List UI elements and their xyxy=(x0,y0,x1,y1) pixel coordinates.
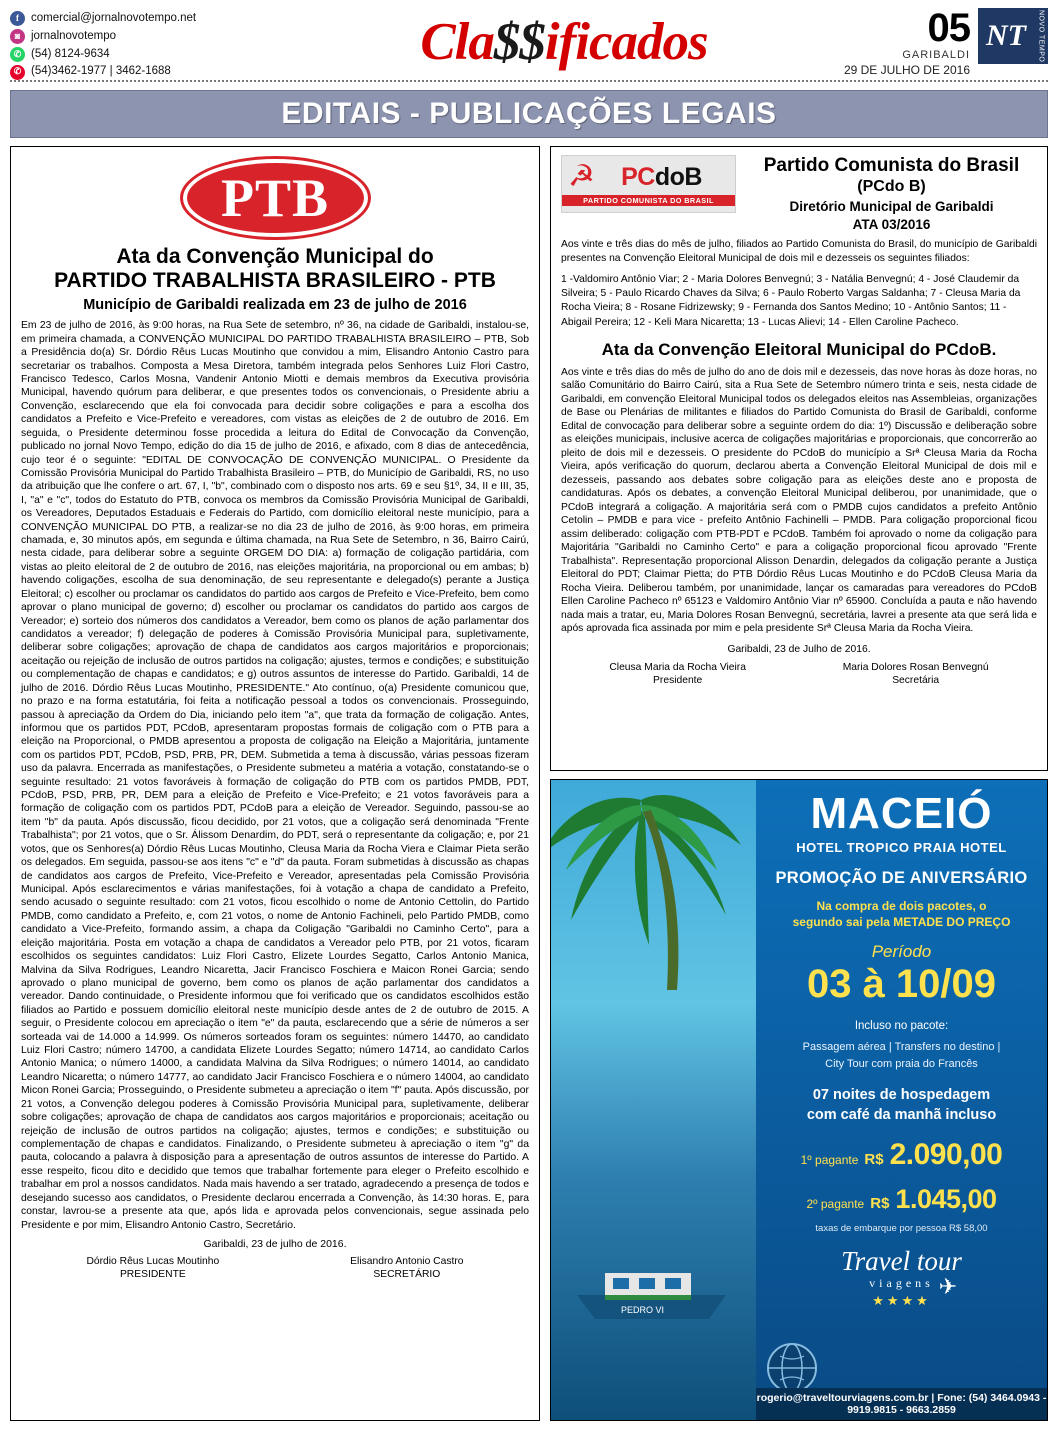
whatsapp-icon: ✆ xyxy=(10,47,25,62)
contact-row-whatsapp xyxy=(10,46,310,64)
pcdob-ata-number: ATA 03/2016 xyxy=(852,217,931,233)
contact-whatsapp: (54) 8124-9634 xyxy=(31,47,110,60)
novo-tempo-logo: NT xyxy=(978,8,1034,64)
page-info xyxy=(818,4,1048,78)
ptb-signature-area xyxy=(21,1238,529,1282)
ad-price-second xyxy=(806,1184,996,1215)
ptb-signer-secretary-role: SECRETÁRIO xyxy=(373,1268,441,1280)
ptb-title-line2: PARTIDO TRABALHISTA BRASILEIRO - PTB xyxy=(54,269,496,293)
ptb-subtitle: Município de Garibaldi realizada em 23 de julho de 2016 xyxy=(83,297,467,314)
section-banner-title: EDITAIS - PUBLICAÇÕES LEGAIS xyxy=(281,97,777,130)
novo-tempo-logo-side: NOVO TEMPO xyxy=(1034,8,1048,64)
facebook-icon: f xyxy=(10,11,25,26)
content-area xyxy=(10,146,1048,1421)
ad-stars-icon: ★★★★ xyxy=(872,1292,931,1308)
contact-block xyxy=(10,4,310,78)
ad-included-label: Incluso no pacote: xyxy=(854,1020,949,1033)
ad-promo-title: PROMOÇÃO DE ANIVERSÁRIO xyxy=(775,869,1028,887)
ad-promo-line2: segundo sai pela METADE DO PREÇO xyxy=(792,915,1011,930)
contact-email: comercial@jornalnovotempo.net xyxy=(31,12,197,24)
ad-beach-photo xyxy=(551,780,756,1420)
ad-nights-line2: com café da manhã incluso xyxy=(806,1106,997,1123)
travel-advertisement[interactable] xyxy=(550,779,1048,1421)
ptb-signer-president-role: PRESIDENTE xyxy=(119,1268,186,1280)
ptb-notice xyxy=(10,146,540,1421)
ad-taxes-note: taxas de embarque por pessoa R$ 58,00 xyxy=(815,1222,988,1234)
pcdob-signer-president-role: Presidente xyxy=(653,674,703,686)
ad-price1-value: 2.090,00 xyxy=(889,1137,1003,1171)
instagram-icon: ◙ xyxy=(10,29,25,44)
title-part-ss: $$ xyxy=(493,13,545,71)
ad-price1-label: 1º pagante xyxy=(800,1152,859,1167)
page-city: GARIBALDI xyxy=(902,49,970,61)
contact-phone: (54)3462-1977 | 3462-1688 xyxy=(31,65,171,78)
pcdob-sign-date: Garibaldi, 23 de Julho de 2016. xyxy=(727,643,871,655)
title-part-a: Cla xyxy=(420,13,494,71)
ptb-logo xyxy=(183,159,368,237)
ad-offer-panel xyxy=(756,780,1047,1420)
contact-row-email xyxy=(10,10,310,28)
ptb-signer-secretary-name: Elisandro Antonio Castro xyxy=(350,1255,464,1267)
svg-text:PEDRO VI: PEDRO VI xyxy=(621,1305,665,1315)
ptb-signer-president xyxy=(86,1256,219,1282)
title-part-b: ificados xyxy=(544,13,708,71)
ptb-logo-text: PTB xyxy=(220,168,330,228)
ptb-sign-date: Garibaldi, 23 de julho de 2016. xyxy=(203,1237,347,1250)
phone-icon: ✆ xyxy=(10,65,25,80)
ad-nights-line1: 07 noites de hospedagem xyxy=(812,1087,991,1104)
ad-contact-footer[interactable]: rogerio@traveltourviagens.com.br | Fone: (54) 3464.0943 - 9919.9815 - 9663.2859 xyxy=(756,1388,1047,1420)
page-title xyxy=(310,4,818,78)
ad-price2-currency: R$ xyxy=(870,1194,890,1212)
pcdob-logo xyxy=(561,155,736,213)
globe-icon xyxy=(766,1342,818,1394)
right-column xyxy=(550,146,1048,1421)
pcdob-signer-secretary-role: Secretária xyxy=(892,674,940,686)
pcdob-logo-bar: PARTIDO COMUNISTA DO BRASIL xyxy=(562,195,735,206)
ptb-signer-president-name: Dórdio Rêus Lucas Moutinho xyxy=(86,1255,220,1267)
pcdob-title-3: Diretório Municipal de Garibaldi xyxy=(789,199,994,215)
pcdob-title-2: (PCdo B) xyxy=(857,178,926,196)
ad-brand-sub: viagens xyxy=(869,1275,934,1290)
pcdob-signer-secretary xyxy=(843,661,989,688)
pcdob-notice xyxy=(550,146,1048,771)
pcdob-signer-president-name: Cleusa Maria da Rocha Vieira xyxy=(609,661,746,673)
ad-promo-line1: Na compra de dois pacotes, o xyxy=(816,899,987,913)
hammer-sickle-icon: ☭ xyxy=(568,160,595,193)
ad-period-dates: 03 à 10/09 xyxy=(806,962,997,1007)
pcdob-signer-secretary-name: Maria Dolores Rosan Benvegnú xyxy=(842,661,989,673)
pcdob-member-list: 1 -Valdomiro Antônio Viar; 2 - Maria Dolores Benvegnú; 3 - Natália Benvegnú; 4 - José Claudemir da Silveira; 5 - Paulo Ricardo Chaves da Silva; 6 - Paulo Roberto Vargas Saldanha; 7 - Cleusa Maria da Rocha Vieira; 8 - Rosane Fidrizewsky; 9 - Fernanda dos Santos Medino; 10 - Antônio Santos; 11 - Abigail Pereira; 12 - Keli Mara Nicaretta; 13 - Lucas Alievi; 14 - Ellen Caroline Pacheco. xyxy=(561,274,1021,328)
pcdob-intro: Aos vinte e três dias do mês de julho, filiados ao Partido Comunista do Brasil, do município de Garibaldi presentes na Convenção Eleitoral Municipal de dois mil e dezesseis os seguintes filiados: xyxy=(561,239,1037,264)
section-banner xyxy=(10,90,1048,138)
masthead xyxy=(0,0,1058,78)
ad-destination: MACEIÓ xyxy=(810,789,993,838)
palm-tree-icon xyxy=(551,780,756,1020)
ad-brand-name: Travel tour xyxy=(841,1245,962,1276)
ad-price2-value: 1.045,00 xyxy=(895,1183,997,1214)
ad-included-line2: City Tour com praia do Francês xyxy=(825,1057,978,1070)
ad-included-line1: Passagem aérea | Transfers no destino | xyxy=(802,1041,1001,1054)
ad-price2-label: 2º pagante xyxy=(806,1196,865,1211)
ad-period-label: Período xyxy=(871,942,932,962)
page-date: 29 DE JULHO DE 2016 xyxy=(843,63,970,77)
ptb-title xyxy=(21,245,529,293)
ad-hotel-name: HOTEL TROPICO PRAIA HOTEL xyxy=(796,840,1007,855)
ptb-body-text: Em 23 de julho de 2016, às 9:00 horas, na Rua Sete de setembro, nº 36, na cidade de Garibaldi, instalou-se, em primeira chamada, a CONVENÇÃO MUNICIPAL DO PARTIDO TRABALHISTA BRASILEIRO – PTB, Sob a Presidência do(a) Sr. Dórdio Rêus Lucas Moutinho que convidou a mim, Elisandro Antonio Castro para secretariar os trabalhos. Composta a Mesa Diretora, também integrada pelos Senhores Luiz Flori Castro, Francisco Tedesco, Carlos Mosna, Vandenir Antonio Miotti e demais membros da Executiva provisória Municipal, havendo quórum para deliberar, e que presentes todos os convencionais, o Presidente abriu a Convenção, esclarecendo que ela foi convocada para decidir sobre coligações e para a escolha dos candidatos a Prefeito e Vice-Prefeito e vereadores, com vistas as eleições de 2 de outubro de 2016. Em seguida, o Presidente determinou fosse procedida a leitura do Edital de Convocação da Convenção, publicado no jornal Novo Tempo, edição do dia 15 de julho de 2016, e afixado, com 8 dias de antecedência, cujo teor é o seguinte: "EDITAL DE CONVOCAÇÃO DE CONVENÇÃO MUNICIPAL. O Presidente da Comissão Provisória Municipal do Partido Trabalhista Brasileiro – PTB, do Município de Garibaldi, RS, no uso da atribuição que lhe confere o art. 67, I, "b", combinado com o disposto nos arts. 69 e seu §1º, 34, II e III, 35, I, "a" e "c", todos do Estatuto do PTB, convoca os membros da Comissão Provisória Municipal de Garibaldi, os Vereadores, Deputados Estaduais e Federais do Partido, com domicílio eleitoral neste município, para a CONVENÇÃO MUNICIPAL DO PTB, a realizar-se no dia 23 de julho de 2016, às 9:00 horas, em primeira chamada, e, 30 minutos após, em segunda e última chamada, na Rua Sete de Setembro, n 36, Bairro Cairú, nesta cidade, para deliberar sobre a seguinte ORGEM DO DIA: a) formação de coligação partidária, com vistas ao pleito eleitoral de 2 de outubro de 2016, nas eleições majoritária, na proporcional ou em ambas; b) havendo coligações, escolha de sua denominação, de seu representante e delegado(s) perante a Justiça Eleitoral; c) escolher ou proclamar os candidatos do partido aos cargos de Prefeito e Vice-Prefeito, bem como aprovar o plano municipal de governo; d) escolher ou proclamar os candidatos do partido aos cargos de Vereador; e) sorteio dos números dos candidatos a Vereador, bem como os planos de ação parlamentar dos candidatos a vereador; f) delegação de poderes à Comissão Provisória Municipal para, supletivamente, deliberar sobre coligações; aprovação de chapa de candidatos aos cargos majoritários e proporcionais; aceitação ou rejeição de inclusão de outros partidos na coligação; ajustes, termos e condições; e substituição ou complementação de chapas e candidatos; e g) outros assuntos de interesse do Partido. Garibaldi, 14 de julho de 2016. Dórdio Rêus Lucas Moutinho, PRESIDENTE." Ato contínuo, o(a) Presidente comunicou que, no prazo e na forma estatutária, foi feita a notificação pessoal a todos os convencionais. Prosseguindo, passou à apreciação da Ordem do Dia, iniciando pelo item "a", que trata da formação de coligação. Antes, informou que os partidos PDT, PCdoB, apresentaram propostas formais de coligação com o PTB para a eleição na Proporcional, o PMDB apresentou a proposta de coligação na Eleição a Majoritária, juntamente com os partidos PDT, PCdoB, PSD, PRB, PR, DEM. Submetida a tema à discussão, várias pessoas fizeram uso da palavra. Encerrada as manifestações, o Presidente submeteu a matéria a votação, constatando-se o seguinte resultado: 21 votos favoráveis à formação de coligação do PTB com os partidos PMDB, PDT, PCdoB, PSD, PRB, PR, DEM para a eleição de Prefeito e Vice-Prefeito; e 21 votos favoráveis para a formação de coligação com os partidos PDT, PCdoB para a eleição de Vereador. Seguindo, passou-se ao item "b" da pauta. Após discussão, ficou decidido, por 21 votos, que a coligação será denominada "Frente Trabalhista"; por 21 votos, que o Sr. Álissom Denardim, do PDT, será o representante da coligação; e, por 21 votos, que os Senhores(a) Dórdio Rêus Lucas Moutinho, Cleusa Maria da Rocha Viera e Claimar Pieta serão os delegados. Em seguida, passou-se aos itens "c" e "d" da pauta. Foram submetidas à discussão as chapas de candidatos aos cargos de Prefeito, Vice-Prefeito e Vereador, apresentadas pela Comissão Provisória Municipal. Após esclarecimentos e várias manifestações, foi à votação a chapa de candidato a Prefeito, sendo acusado o seguinte resultado: com 21 votos, ficou escolhido o nome de Antonio Cettolin, do Partido PMDB, como candidato a Prefeito, e, com 21 votos, o nome de Antonio Fachineli, pelo Partido PMDB, como candidato a Vice-Prefeito, formando assim, a chapa da Coligação "Garibaldi no Caminho Certo", para a eleição majoritária. Posta em votação a chapa de candidatos a Vereador pelo PTB, por 21 votos, ficaram escolhidos os seguintes candidatos: Luiz Flori Castro, Elizete Lourdes Segatto, Carlos Antonio Manica, Malvina da Silva Rodrigues, Leandro Nicaretta, Jacir Francisco Foschiera e Maicon Ronei Garcia; sendo aprovado o plano municipal de governo, bem como os planos de ação parlamentar dos candidatos a vereador. Dando continuidade, o Presidente informou que foi verificado que os candidatos escolhidos estão filiados ao Partido e possuem domicílio eleitoral neste município desde antes de 2 de outubro de 2015. A seguir, o Presidente colocou em apreciação o item "e" da pauta, esclarecendo que a série de números a ser sorteada vai de 14.000 a 14.999. Os números sorteados foram os seguintes: número 14470, ao candidato Luiz Flori Castro; número 14700, a candidata Elizete Lourdes Segatto; número 14714, ao candidato Carlos Antonio Manica; o número 14000, a candidata Malvina da Silva Rodrigues; o número 14014, ao candidato Leandro Nicaretta; o número 14777, ao candidato Jacir Francisco Foschiera e o número 14004, ao candidato Micon Ronei Garcia; Prosseguindo, o Presidente submeteu a apreciação o item "f" pauta. Após discussão, por 21 votos, a Convenção delegou poderes à Comissão Provisória Municipal para, supletivamente, deliberar sobre coligações; aprovação de chapa de candidatos aos cargos majoritários e proporcionais; aceitação ou rejeição de inclusão de outros partidos na coligação; ajustes, termos e condições; e substituição ou complementação de chapas e candidatos. Finalizando, o Presidente submeteu à apreciação o item "g" da pauta, colocando a palavra à disposição para a apresentação de outros assuntos de interesse do Partido. A esse respeito, ficou dito e decidido que temos que trabalhar fortemente para eleger o Prefeito escolhido e trabalhar em prol a nossos candidatos. Nada mais havendo a ser tratado, agradecendo a presença de todos e desejando sucesso aos candidatos, o Presidente declarou encerrada a Convenção, às 14:30 horas. E, para constar, lavrou-se a presente ata que, após lida e aprovada pelos convencionais, segue assinada pelo Presidente e por mim, Elisandro Antonio Castro, Secretário. xyxy=(21,320,529,1231)
ptb-title-line1: Ata da Convenção Municipal do xyxy=(116,245,434,268)
pcdob-title-1: Partido Comunista do Brasil xyxy=(763,155,1020,176)
pcdob-signer-president xyxy=(609,661,746,688)
page-number: 05 xyxy=(927,6,970,50)
boat-icon xyxy=(569,1255,734,1325)
pcdob-body-text: Aos vinte e três dias do mês de julho do ano de dois mil e dezesseis, das nove horas às doze horas, no salão Comunitário do Bairro Cairú, sita a Rua Sete de Setembro número trinta e seis, nesta cidade de Garibaldi, em convenção Eleitoral Municipal todos os delegados eleitos nas Assembleias, organizações de Base ou Plenárias de militantes e filiados do Partido Comunista do Brasil de Garibaldi, conforme Edital de convocação para deliberar sobre a seguinte ordem do dia: 1º) Discussão e deliberação sobre as eleições municipais, inclusive acerca de coligações majoritárias e proporcionais, que concorrerão ao pleito de dois mil e dezesseis. O presidente do PCdoB do município a Srª Cleusa Maria da Rocha Vieira, após verificação do quorum, declarou aberta a Convenção Eleitoral Municipal de dois mil e dezesseis, passando aos debates sobre coligação para as eleições deste ano e proposta de candidaturas. Após os debates, a convenção Eleitoral Municipal deliberou, por unanimidade, que o PCdoB integrará a coligação. A majoritária será com o PMDB cujos candidatos a prefeito Antônio Cetolin – PMDB e para vice - prefeito Antônio Fachinelli – PMDB. Para coligação proporcional ficou assim deliberado: coligação com PTB-PDT e PCdoB. Também foi aprovado o nome da coligação para Majoritária "Garibaldi no Caminho Certo" e para a coligação proporcional ficou aprovado "Frente Trabalhista". Representação proporcional Alisson Denardin, delegados da coligação perante a Justiça Eleitoral do PDT; Claimar Pietta; do PTB Dórdio Rêus Lucas Moutinho e do PCdoB Cleusa Maria da Rocha Vieira. Deliberou também, por unanimidade, lançar os camaradas para vereadores do PCdoB Ellen Caroline Pacheco nº 65123 e Valdomiro Antônio Viar nº 65900. Concluída a pauta e não havendo nada mais a tratar, eu, Maria Dolores Rosan Benvegnú, secretária, lavrei a presente ata que será lida e após aprovada fica assinada por mim e pela presidente Srª Cleusa Maria da Rocha Vieira. xyxy=(561,366,1037,635)
contact-row-phone xyxy=(10,63,310,81)
contact-row-instagram xyxy=(10,28,310,46)
airplane-icon: ✈ xyxy=(938,1274,957,1299)
ad-price1-currency: R$ xyxy=(864,1150,884,1168)
pcdob-logo-text: PCdoB xyxy=(621,162,702,191)
ad-price-first xyxy=(801,1138,1003,1172)
ptb-signer-secretary xyxy=(350,1256,463,1282)
contact-instagram: jornalnovotempo xyxy=(31,29,117,42)
pcdob-ata-title: Ata da Convenção Eleitoral Municipal do PCdoB. xyxy=(601,339,997,359)
